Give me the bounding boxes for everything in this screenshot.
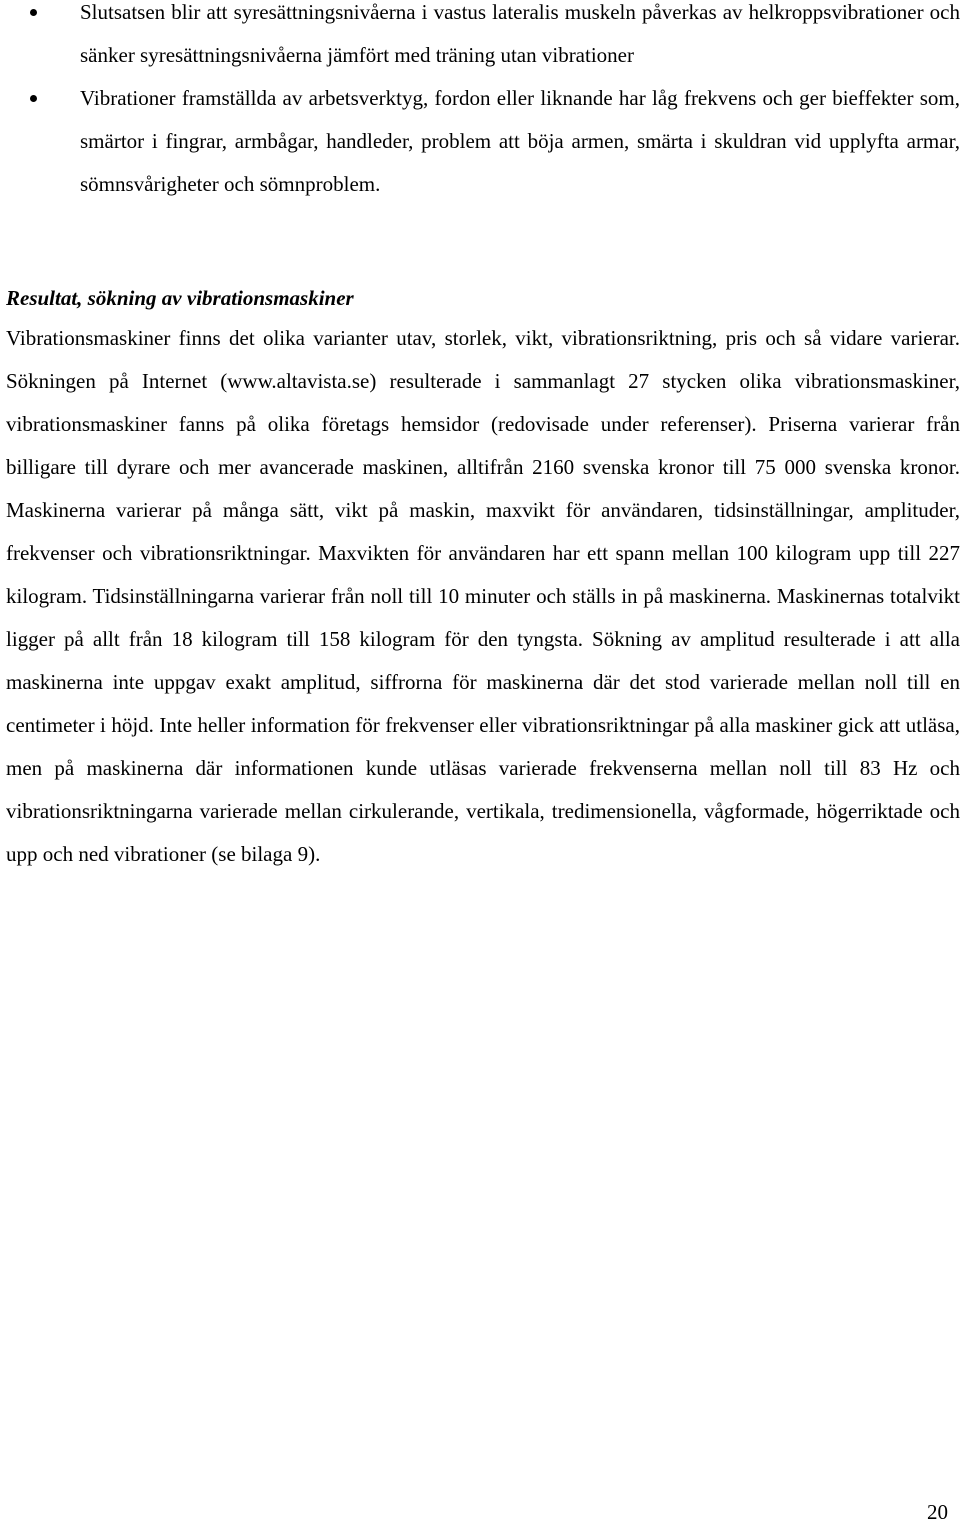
bullet-text: Slutsatsen blir att syresättningsnivåerna i vastus lateralis muskeln påverkas av helkroppsvibrationer och sänker syresättningsnivåerna jämfört med träning utan vibrationer: [80, 0, 960, 67]
bullet-item: [0, 77, 960, 206]
bullet-icon: [30, 95, 37, 102]
bullet-icon: [30, 9, 37, 16]
bullet-item: [0, 0, 960, 77]
section-body: Vibrationsmaskiner finns det olika varianter utav, storlek, vikt, vibrationsriktning, pris och så vidare varierar. Sökningen på Internet (www.altavista.se) resulterade i sammanlagt 27 stycken olika vibrationsmaskiner, vibrationsmaskiner fanns på olika företags hemsidor (redovisade under referenser). Priserna varierar från billigare till dyrare och mer avancerade maskinen, alltifrån 2160 svenska kronor till 75 000 svenska kronor. Maskinerna varierar på många sätt, vikt på maskin, maxvikt för användaren, tidsinställningar, amplituder, frekvenser och vibrationsriktningar. Maxvikten för användaren har ett spann mellan 100 kilogram upp till 227 kilogram. Tidsinställningarna varierar från noll till 10 minuter och ställs in på maskinerna. Maskinernas totalvikt ligger på allt från 18 kilogram till 158 kilogram för den tyngsta. Sökning av amplitud resulterade i att alla maskinerna inte uppgav exakt amplitud, siffrorna för maskinerna där det stod varierade mellan noll till en centimeter i höjd. Inte heller information för frekvenser eller vibrationsriktningar på alla maskiner gick att utläsa, men på maskinerna där informationen kunde utläsas varierade frekvenserna mellan noll till 83 Hz och vibrationsriktningarna varierade mellan cirkulerande, vertikala, tredimensionella, vågformade, högerriktade och upp och ned vibrationer (se bilaga 9).: [6, 326, 960, 866]
results-section: [6, 279, 960, 876]
page-number: 20: [927, 1500, 948, 1524]
bullet-text: Vibrationer framställda av arbetsverktyg, fordon eller liknande har låg frekvens och ger bieffekter som, smärtor i fingrar, armbågar, handleder, problem att böja armen, smärta i skuldran vid upplyfta armar, sömnsvårigheter och sömnproblem.: [80, 86, 960, 196]
bullet-list: [0, 0, 960, 206]
section-heading: Resultat, sökning av vibrationsmaskiner: [6, 286, 354, 310]
